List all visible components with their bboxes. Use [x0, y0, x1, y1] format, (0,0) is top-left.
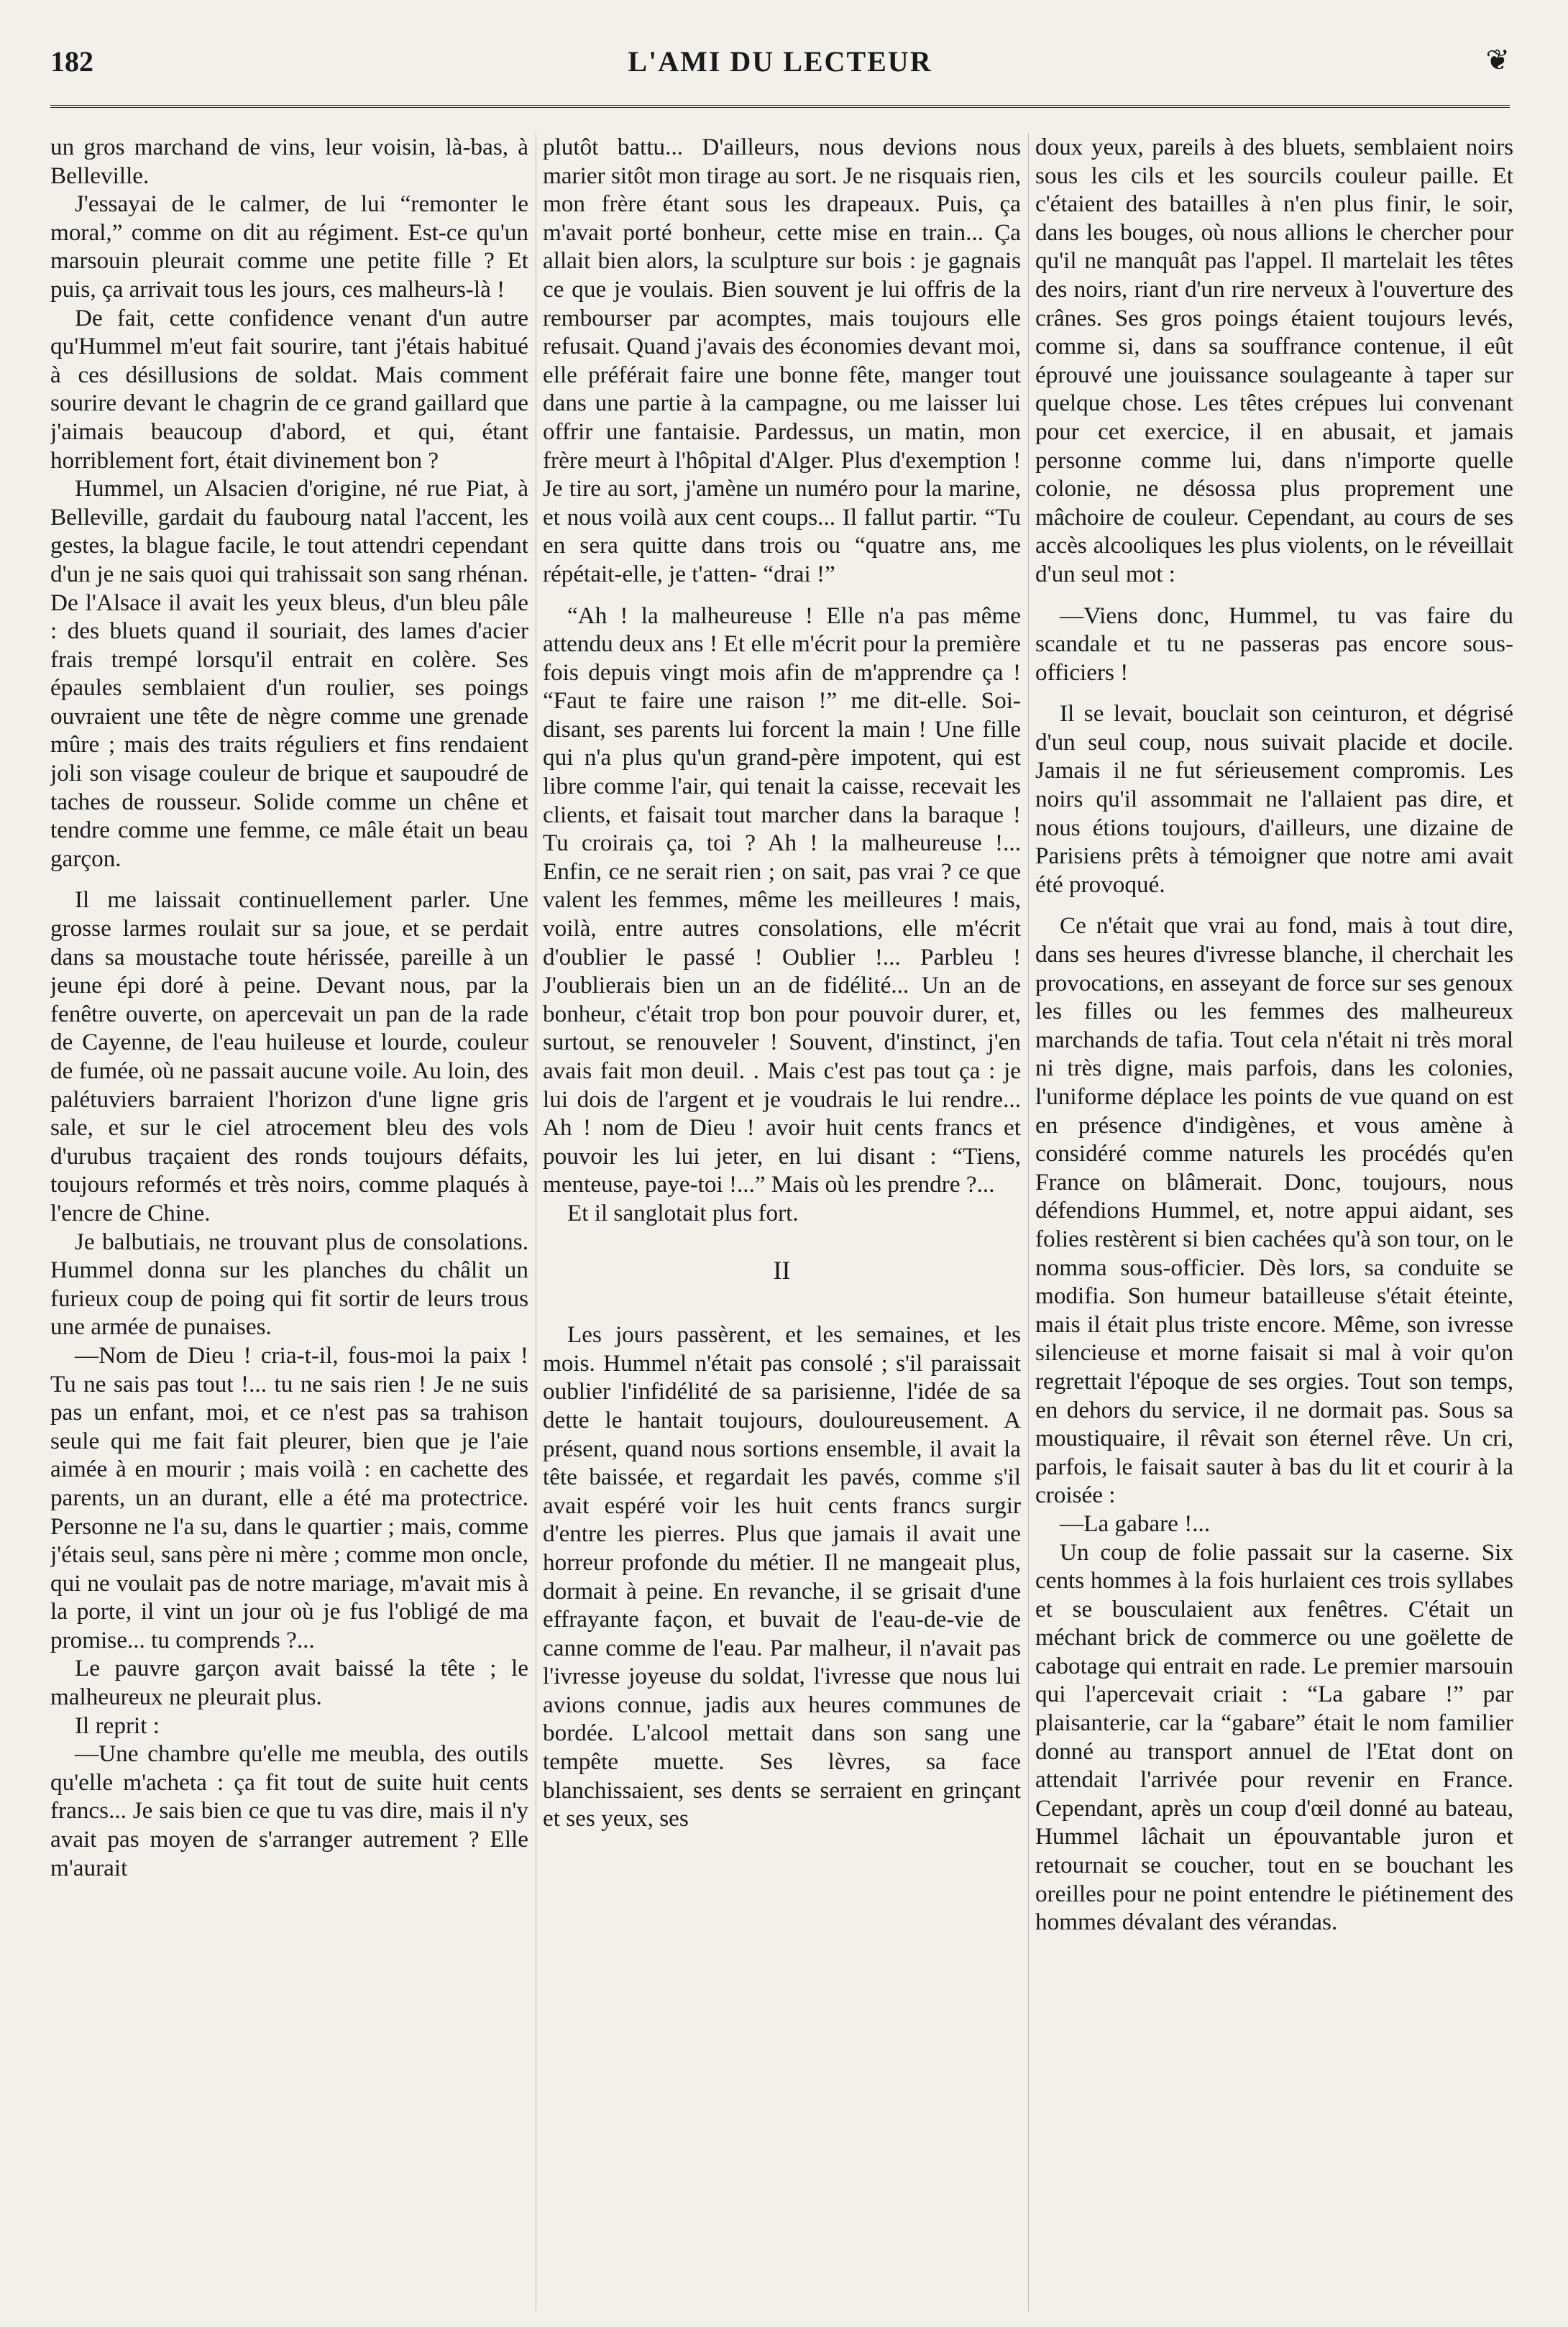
header-rule — [50, 105, 1510, 111]
section-number: II — [773, 1255, 791, 1285]
paragraph: plutôt battu... D'ailleurs, nous devions nous marier sitôt mon tirage au sort. Je ne risquais rien, mon frère étant sous les drapeaux. Puis, ça m'avait porté bonheur, cette mise en train... Ça allait bien alors, la sculpture sur bois : je gagnais ce que je voulais. Bien souvent je lui offris de la rembourser par acomptes, mais toujours elle refusait. Quand j'avais des économies devant moi, elle préférait faire une bonne fête, manger tout dans une partie à la campagne, ou me laisser lui offrir une fantaisie. Pardessus, un matin, mon frère meurt à l'hôpital d'Alger. Plus d'exemption ! Je tire au sort, j'amène un numéro pour la marine, et nous voilà aux cent coups... Il fallut partir. “Tu en sera quitte dans trois ou “quatre ans, me répétait-elle, je t'atten- “drai !” — [543, 134, 1021, 587]
column-divider — [1028, 133, 1029, 2311]
page-header — [50, 45, 1510, 88]
running-head: L'AMI DU LECTEUR — [628, 45, 932, 78]
text-column-3 — [1035, 133, 1513, 2311]
paragraph: —Une chambre qu'elle me meubla, des outils qu'elle m'acheta : ça fit tout de suite huit cents francs... Je sais bien ce que tu vas dire, mais il n'y avait pas moyen de s'arranger autrement ? Elle m'aurait — [50, 1740, 528, 1881]
paragraph: un gros marchand de vins, leur voisin, là-bas, à Belleville. — [50, 134, 528, 189]
paragraph: Il reprit : — [75, 1712, 160, 1739]
paragraph: —La gabare !... — [1060, 1510, 1211, 1537]
paragraph: Je balbutiais, ne trouvant plus de consolations. Hummel donna sur les planches du châlit un furieux coup de poing qui fit sortir de leurs trous une armée de punaises. — [50, 1228, 528, 1341]
paragraph: Il se levait, bouclait son ceinturon, et dégrisé d'un seul coup, nous suivait placide et docile. Jamais il ne fut sérieusement compromis. Les noirs qu'il assommait ne l'allaient pas dire, et nous étions toujours, d'ailleurs, une dizaine de Parisiens prêts à témoigner que notre ami avait été provoqué. — [1035, 700, 1513, 898]
paragraph: doux yeux, pareils à des bluets, semblaient noirs sous les cils et les sourcils couleur paille. Et c'étaient des batailles à n'en plus finir, le soir, dans les bouges, où nous allions le chercher pour qu'il ne manquât pas l'appel. Il martelait les têtes des noirs, riant d'un rire nerveux à l'ouverture des crânes. Ses gros poings étaient toujours levés, comme si, dans sa souffrance contenue, il eût éprouvé une jouissance soulageante à taper sur quelque chose. Les têtes crépues lui convenant pour cet exercice, il en abusait, et jamais personne comme lui, dans n'importe quelle colonie, ne désossa plus proprement une mâchoire de couleur. Cependant, au cours de ses accès alcooliques les plus violents, on le réveillait d'un seul mot : — [1035, 134, 1513, 587]
paragraph: J'essayai de le calmer, de lui “remonter le moral,” comme on dit au régiment. Est-ce qu'un marsouin pleurait comme une petite fille ? Et puis, ça arrivait tous les jours, ces malheurs-là ! — [50, 191, 528, 303]
paragraph: Les jours passèrent, et les semaines, et les mois. Hummel n'était pas consolé ; s'il paraissait oublier l'infidélité de sa parisienne, l'idée de sa dette le hantait toujours, douloureusement. A présent, quand nous sortions ensemble, il avait la tête baissée, et regardait les pavés, comme s'il avait espéré voir les huit cents francs surgir d'entre les pierres. Plus que jamais il avait une horreur profonde du métier. Il ne mangeait plus, dormait à peine. En revanche, il se grisait d'une effrayante façon, et buvait de l'eau-de-vie de canne comme de l'eau. Par malheur, il n'avait pas l'ivresse joyeuse du soldat, l'ivresse que nous lui avions connue, jadis aux heures communes de bordée. L'alcool mettait dans son sang une tempête muette. Ses lèvres, sa face blanchissaient, ses dents se serraient en grinçant et ses yeux, ses — [543, 1321, 1021, 1832]
text-column-2 — [543, 133, 1021, 2311]
paragraph: De fait, cette confidence venant d'un autre qu'Hummel m'eut fait sourire, tant j'étais habitué à ces désillusions de soldat. Mais comment sourire devant le chagrin de ce grand gaillard que j'aimais beaucoup d'abord, et qui, étant horriblement fort, était divinement bon ? — [50, 304, 528, 474]
text-column-1 — [50, 133, 528, 2311]
ornament-icon: ❦ — [1485, 44, 1510, 76]
paragraph: Ce n'était que vrai au fond, mais à tout dire, dans ses heures d'ivresse blanche, il cherchait les provocations, en asseyant de force sur ses genoux les filles ou les femmes des malheureux marchands de tafia. Tout cela n'était ni très moral ni très digne, mais parfois, dans les colonies, l'uniforme déplace les points de vue quand on est en présence d'indigènes, et vous amène à considéré comme naturels les procédés qu'en France on blâmerait. Donc, toujours, nous défendions Hummel, et, notre appui aidant, ses folies restèrent si bien cachées qu'à son tour, on le nomma sous-officier. Dès lors, sa conduite se modifia. Son humeur batailleuse s'était éteinte, mais il était plus triste encore. Même, son ivresse silencieuse et morne faisait si mal à voir qu'on regrettait l'époque de ses orgies. Tout son temps, en dehors du service, il ne dormait pas. Sous sa moustiquaire, il rêvait son éternel rêve. Un cri, parfois, le faisait sauter à bas du lit et courir à la croisée : — [1035, 912, 1513, 1509]
page-number: 182 — [50, 45, 93, 78]
paragraph: Et il sanglotait plus fort. — [567, 1199, 799, 1226]
paragraph: Il me laissait continuellement parler. Une grosse larmes roulait sur sa joue, et se perdait dans sa moustache toute hérissée, pareille à un jeune épi doré à peine. Devant nous, par la fenêtre ouverte, on apercevait un pan de la rade de Cayenne, de l'eau huileuse et lourde, couleur de fumée, où ne passait aucune voile. Au loin, des palétuviers barraient l'horizon d'une ligne gris sale, et sur le ciel atrocement bleu des vols d'urubus traçaient des ronds toujours défaits, toujours reformés et très noirs, comme plaqués à l'encre de Chine. — [50, 886, 528, 1226]
paragraph: Hummel, un Alsacien d'origine, né rue Piat, à Belleville, gardait du faubourg natal l'accent, les gestes, la blague facile, le tout attendri cependant d'un je ne sais quoi qui trahissait son sang rhénan. De l'Alsace il avait les yeux bleus, d'un bleu pâle : des bluets quand il souriait, des lames d'acier frais trempé lorsqu'il entrait en colère. Ses épaules semblaient d'un roulier, ses poings ouvraient une tête de nègre comme une grenade mûre ; mais des traits réguliers et fins rendaient joli son visage couleur de brique et saupoudré de taches de rousseur. Solide comme un chêne et tendre comme une femme, ce mâle était un beau garçon. — [50, 475, 528, 872]
paragraph: “Ah ! la malheureuse ! Elle n'a pas même attendu deux ans ! Et elle m'écrit pour la première fois depuis vingt mois afin de m'apprendre ça ! “Faut te faire une raison !” me dit-elle. Soi-disant, ses parents lui forcent la main ! Une fille qui n'a plus qu'un grand-père impotent, qui est libre comme l'air, qui tenait la caisse, recevait les clients, et faisait tout marcher dans la baraque ! Tu croirais ça, toi ? Ah ! la malheureuse !... Enfin, ce ne serait rien ; on sait, pas vrai ? ce que valent les femmes, même les meilleures ! mais, voilà, entre autres consolations, elle m'écrit d'oublier le passé ! Oublier !... Parbleu ! J'oublierais bien un an de fidélité... Un an de bonheur, c'était trop bon pour pouvoir durer, et, surtout, se renouveler ! Souvent, d'instinct, j'en avais fait mon deuil. . Mais c'est pas tout ça : je lui dois de l'argent et je voudrais le lui rendre... Ah ! nom de Dieu ! avoir huit cents francs et pouvoir les lui jeter, en lui disant : “Tiens, menteuse, paye-toi !...” Mais où les prendre ?... — [543, 602, 1021, 1198]
paragraph: Le pauvre garçon avait baissé la tête ; le malheureux ne pleurait plus. — [50, 1655, 528, 1711]
paragraph: —Nom de Dieu ! cria-t-il, fous-moi la paix ! Tu ne sais pas tout !... tu ne sais rien ! Je ne suis pas un enfant, moi, et ce n'est pas sa trahison seule qui me fait fait pleurer, bien que je l'aie aimée à en mourir ; mais voilà : en cachette des parents, un an durant, elle a été ma protectrice. Personne ne l'a su, dans le quartier ; mais, comme j'étais seul, sans père ni mère ; comme mon oncle, qui ne voulait pas de notre mariage, m'avait mis à la porte, il vint un jour où je fus l'obligé de ma promise... tu comprends ?... — [50, 1341, 528, 1653]
paragraph: —Viens donc, Hummel, tu vas faire du scandale et tu ne passeras pas encore sous-officiers ! — [1035, 602, 1513, 686]
paragraph: Un coup de folie passait sur la caserne. Six cents hommes à la fois hurlaient ces trois syllabes et se bousculaient aux fenêtres. C'était un méchant brick de commerce ou une goëlette de cabotage qui entrait en rade. Le premier marsouin qui l'apercevait criait : “La gabare !” par plaisanterie, car la “gabare” était le nom familier donné au transport annuel de l'Etat dont on attendait l'arrivée pour revenir en France. Cependant, après un coup d'œil donné au bateau, Hummel lâchait un épouvantable juron et retournait se coucher, tout en se bouchant les oreilles pour ne point entendre le piétinement des hommes dévalant des vérandas. — [1035, 1538, 1513, 1936]
